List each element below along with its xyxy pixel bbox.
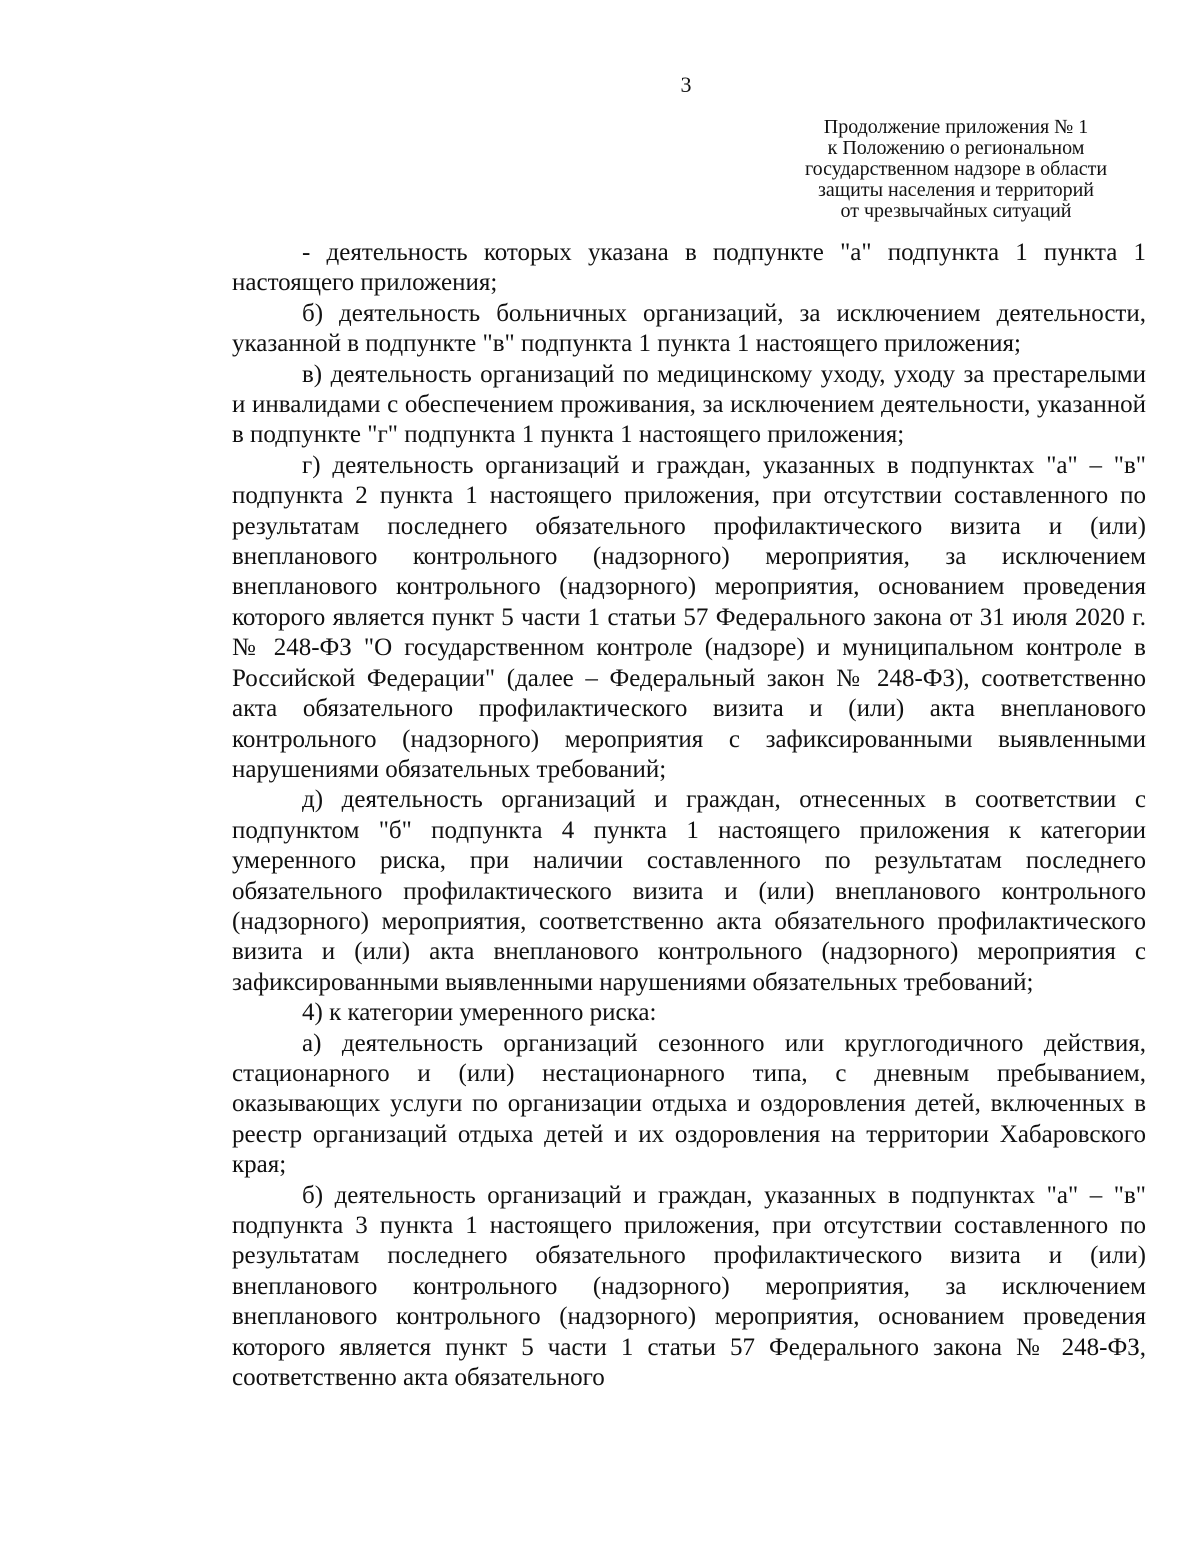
paragraph: 4) к категории умеренного риска: <box>302 999 657 1027</box>
appendix-header <box>770 117 1142 222</box>
paragraph: б) деятельность организаций и граждан, указанных в подпунктах "а" – "в" подпункта 3 пункта 1 настоящего приложения, при отсутствии составленного по результатам последнего обязательного профилактического визита и (или) внепланового контрольного (надзорного) мероприятия, за исключением внепланового контрольного (надзорного) мероприятия, основанием проведения которого является пункт 5 части 1 статьи 57 Федерального закона № 248-ФЗ, соответственно акта обязательного <box>232 1181 1146 1392</box>
paragraph: а) деятельность организаций сезонного или круглогодичного действия, стационарного и (или) нестационарного типа, с дневным пребыванием, оказывающих услуги по организации отдыха и оздоровления детей, включенных в реестр организаций отдыха детей и их оздоровления на территории Хабаровского края; <box>232 1029 1146 1179</box>
header-line: к Положению о региональном <box>827 137 1085 159</box>
header-line: защиты населения и территорий <box>817 179 1094 201</box>
header-line: государственном надзоре в области <box>804 158 1108 180</box>
paragraph: - деятельность которых указана в подпункте "а" подпункта 1 пункта 1 настоящего приложения; <box>232 239 1146 297</box>
document-body <box>232 238 1146 1393</box>
paragraph: б) деятельность больничных организаций, за исключением деятельности, указанной в подпункте "в" подпункта 1 пункта 1 настоящего приложения; <box>232 299 1146 358</box>
header-line: от чрезвычайных ситуаций <box>840 200 1072 222</box>
paragraph: в) деятельность организаций по медицинскому уходу, уходу за престарелыми и инвалидами с обеспечением проживания, за исключением деятельности, указанной в подпункте "г" подпункта 1 пункта 1 настоящего приложения; <box>232 360 1146 449</box>
paragraph: г) деятельность организаций и граждан, указанных в подпунктах "а" – "в" подпункта 2 пункта 1 настоящего приложения, при отсутствии составленного по результатам последнего обязательного профилактического визита и (или) внепланового контрольного (надзорного) мероприятия, за исключением внепланового контрольного (надзорного) мероприятия, основанием проведения которого является пункт 5 части 1 статьи 57 Федерального закона от 31 июля 2020 г. № 248-ФЗ "О государственном контроле (надзоре) и муниципальном контроле в Российской Федерации" (далее – Федеральный закон № 248-ФЗ), соответственно акта обязательного профилактического визита и (или) акта внепланового контрольного (надзорного) мероприятия с зафиксированными выявленными нарушениями обязательных требований; <box>232 451 1146 783</box>
page-number: 3 <box>680 72 692 97</box>
paragraph: д) деятельность организаций и граждан, отнесенных в соответствии с подпунктом "б" подпункта 4 пункта 1 настоящего приложения к категории умеренного риска, при наличии составленного по результатам последнего обязательного профилактического визита и (или) внепланового контрольного (надзорного) мероприятия, соответственно акта обязательного профилактического визита и (или) акта внепланового контрольного (надзорного) мероприятия с зафиксированными выявленными нарушениями обязательных требований; <box>232 786 1146 996</box>
header-line: Продолжение приложения № 1 <box>823 116 1089 138</box>
page-bottom-edge <box>0 1530 1200 1549</box>
